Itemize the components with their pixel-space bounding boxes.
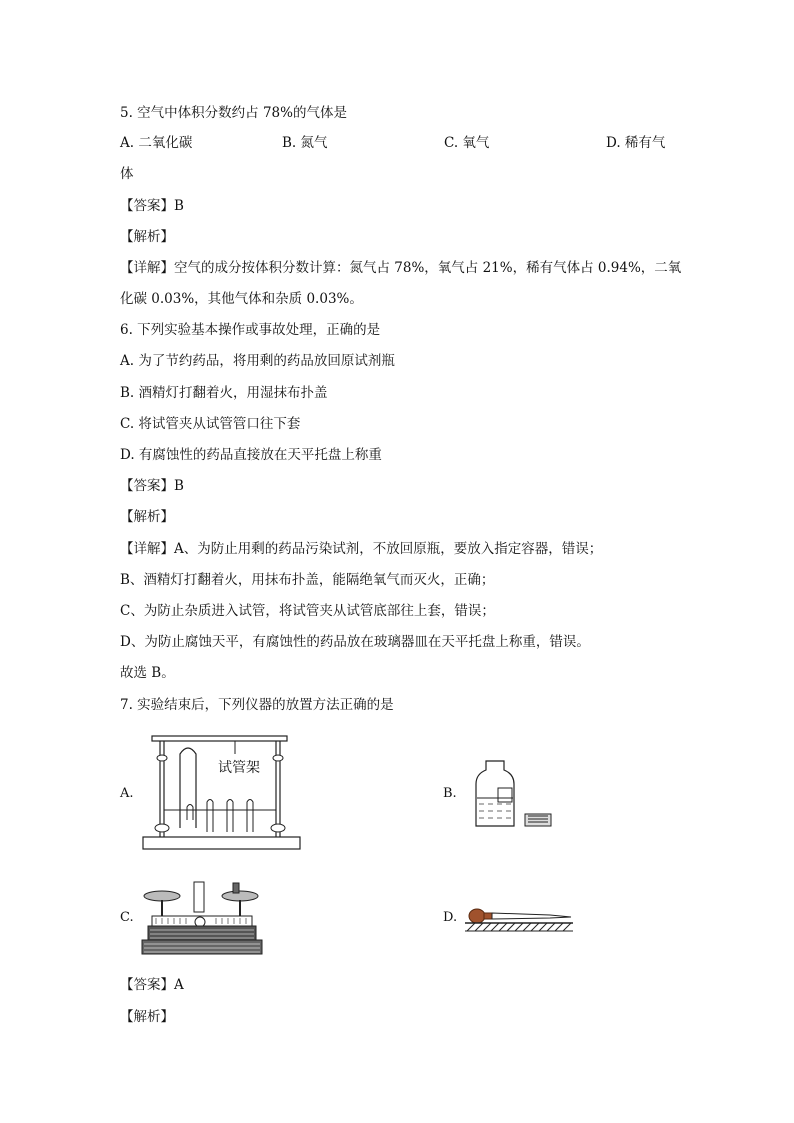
q6-stem: 6. 下列实验基本操作或事故处理，正确的是 bbox=[120, 322, 381, 338]
q7-answer: 【答案】A bbox=[120, 977, 184, 993]
q6-detail-line-3: C、为防止杂质进入试管，将试管夹从试管底部往上套，错误； bbox=[120, 603, 495, 619]
q6-answer: 【答案】B bbox=[120, 478, 184, 494]
q5-option-d-wrap: 体 bbox=[120, 166, 134, 182]
q6-detail-line-1: 【详解】A、为防止用剩的药品污染试剂，不放回原瓶，要放入指定容器，错误； bbox=[120, 541, 603, 557]
q5-option-c: C. 氧气 bbox=[444, 135, 490, 151]
q5-option-b: B. 氮气 bbox=[282, 135, 328, 151]
q6-conclusion: 故选 B。 bbox=[120, 665, 175, 681]
q5-detail-line-1: 【详解】空气的成分按体积分数计算：氮气占 78%，氧气占 21%，稀有气体占 0.94%，二氧 bbox=[120, 260, 682, 276]
q7-analysis-heading: 【解析】 bbox=[120, 1009, 174, 1025]
reagent-bottle-figure bbox=[470, 758, 560, 834]
q5-analysis-heading: 【解析】 bbox=[120, 229, 174, 245]
q5-option-d: D. 稀有气 bbox=[606, 135, 666, 151]
q7-label-d: D. bbox=[443, 910, 458, 925]
q5-detail-line-2: 化碳 0.03%，其他气体和杂质 0.03%。 bbox=[120, 291, 363, 307]
q7-label-c: C. bbox=[120, 910, 134, 925]
q6-detail-line-2: B、酒精灯打翻着火，用抹布扑盖，能隔绝氧气而灭火，正确； bbox=[120, 572, 495, 588]
q5-answer: 【答案】B bbox=[120, 198, 184, 214]
dropper-figure bbox=[465, 902, 575, 942]
q6-option-b: B. 酒精灯打翻着火，用湿抹布扑盖 bbox=[120, 385, 328, 401]
rack-label: 试管架 bbox=[218, 760, 260, 776]
q6-analysis-heading: 【解析】 bbox=[120, 509, 174, 525]
q5-stem: 5. 空气中体积分数约占 78%的气体是 bbox=[120, 105, 347, 121]
q6-detail-line-4: D、为防止腐蚀天平，有腐蚀性的药品放在玻璃器皿在天平托盘上称重，错误。 bbox=[120, 634, 590, 650]
balance-figure bbox=[140, 878, 265, 964]
q7-label-b: B. bbox=[443, 786, 457, 801]
q7-label-a: A. bbox=[120, 786, 134, 801]
q6-option-a: A. 为了节约药品，将用剩的药品放回原试剂瓶 bbox=[120, 353, 395, 369]
test-tube-rack-figure bbox=[140, 732, 305, 858]
q7-stem: 7. 实验结束后，下列仪器的放置方法正确的是 bbox=[120, 697, 394, 713]
q6-option-d: D. 有腐蚀性的药品直接放在天平托盘上称重 bbox=[120, 447, 382, 463]
q5-option-a: A. 二氧化碳 bbox=[120, 135, 193, 151]
q6-option-c: C. 将试管夹从试管管口往下套 bbox=[120, 416, 301, 432]
